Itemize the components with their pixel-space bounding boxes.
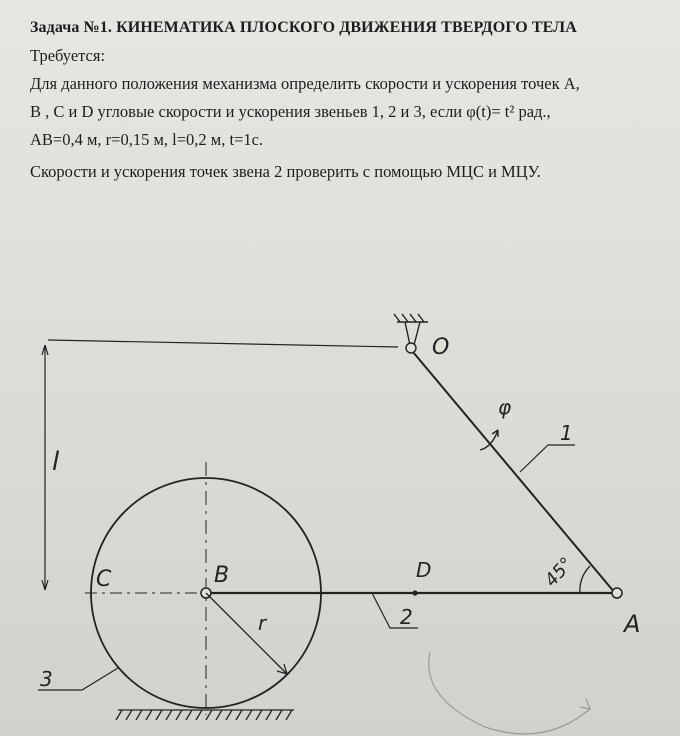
label-D: D [416, 558, 432, 582]
label-B: B [214, 563, 230, 588]
statement-line-2: В , С и D угловые скорости и ускорения звеньев 1, 2 и 3, если φ(t)= t² рад., [30, 102, 551, 121]
pencil-arc [429, 652, 590, 734]
support-O [394, 314, 428, 353]
label-A: A [624, 610, 641, 638]
statement-line-3: AB=0,4 м, r=0,15 м, l=0,2 м, t=1с. [30, 130, 264, 149]
label-angle: 45° [540, 553, 578, 592]
label-link-2: 2 [400, 605, 413, 629]
required-label: Требуется: [30, 46, 106, 65]
ground-hatching [116, 710, 294, 720]
label-phi: φ [498, 395, 512, 419]
phi-arrow-icon [480, 430, 498, 450]
link-1 [413, 352, 615, 593]
label-link-3: 3 [40, 667, 53, 691]
label-O: O [432, 335, 450, 360]
label-link-1: 1 [560, 421, 573, 445]
angle-arc [580, 566, 590, 593]
check-line: Скорости и ускорения точек звена 2 проверить с помощью МЦС и МЦУ. [30, 162, 541, 181]
joint-A [612, 588, 622, 598]
label-C: C [96, 567, 112, 592]
leader-link-1 [520, 445, 575, 472]
dimension-l [42, 340, 398, 590]
point-D [412, 590, 417, 595]
task-title: Задача №1. КИНЕМАТИКА ПЛОСКОГО ДВИЖЕНИЯ ТВЕРДОГО ТЕЛА [30, 19, 577, 36]
label-r: r [258, 611, 267, 635]
statement-line-1: Для данного положения механизма определить скорости и ускорения точек А, [30, 74, 580, 93]
label-l: l [52, 447, 60, 477]
radius-line [206, 593, 287, 674]
